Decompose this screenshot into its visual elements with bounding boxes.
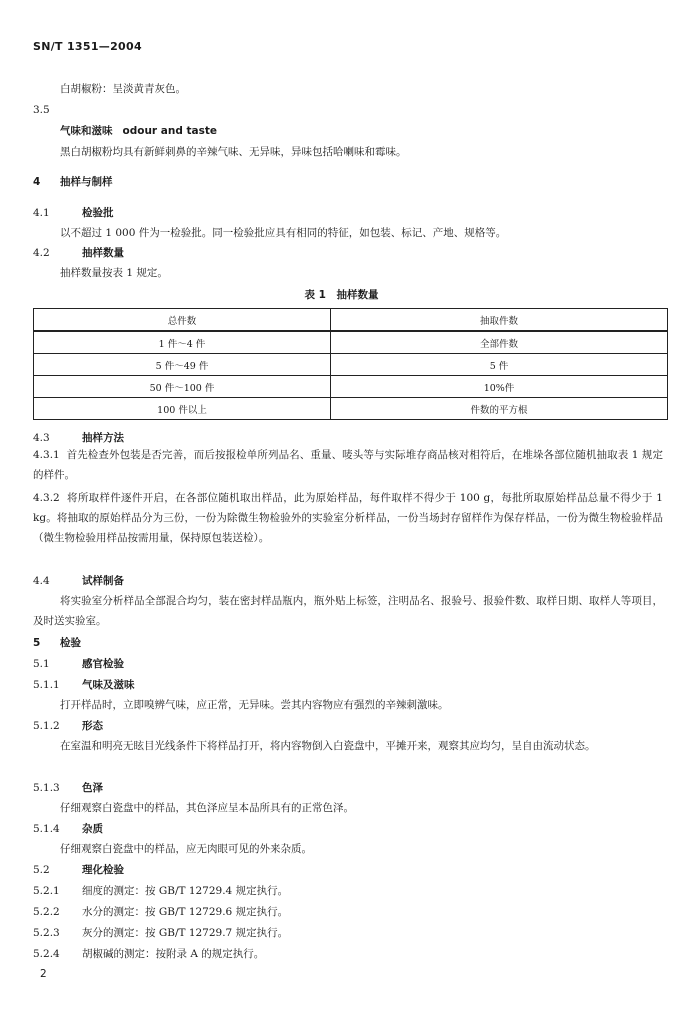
section-5-2-2-number: 5.2.2 [33,906,60,918]
section-4-4-paragraph [33,591,663,631]
section-5-2-4-number: 5.2.4 [33,948,60,960]
section-5-2-1-text: 细度的测定：按 GB/T 12729.4 规定执行。 [82,885,289,897]
section-4-1-number: 4.1 [33,207,50,219]
section-5-1-2-number: 5.1.2 [33,720,60,732]
section-3-5-title-cn: 气味和滋味 [60,125,113,137]
section-5-number: 5 [33,637,41,649]
section-5-2-3-text: 灰分的测定：按 GB/T 12729.7 规定执行。 [82,927,289,939]
section-3-5-text: 黑白胡椒粉均具有新鲜刺鼻的辛辣气味、无异味，异味包括哈喇味和霉味。 [60,146,407,158]
section-3-5-title [60,124,217,138]
table-cell: 全部件数 [331,331,668,354]
table-row [34,354,668,376]
section-5-1-3-text: 仔细观察白瓷盘中的样品，其色泽应呈本品所具有的正常色泽。 [60,802,354,814]
section-5-1-1-title: 气味及滋味 [82,679,135,691]
section-4-2-text: 抽样数量按表 1 规定。 [60,267,168,279]
table-header-row [34,309,668,332]
section-5-2-3-number: 5.2.3 [33,927,60,939]
section-4-title: 抽样与制样 [60,176,113,188]
table-cell: 5 件 [331,354,668,376]
section-3-5-title-en: odour and taste [122,125,217,137]
section-5-1-4-text: 仔细观察白瓷盘中的样品，应无肉眼可见的外来杂质。 [60,843,312,855]
page-number: 2 [40,968,47,980]
table-cell: 1 件～4 件 [34,331,331,354]
section-4-3-2-text: 将所取样件逐件开启，在各部位随机取出样品，此为原始样品，每件取样不得少于 100 g，每批所取原始样品总量不得少于 1 kg。将抽取的原始样品分为三份，一份为除微生物检验外的实验室分析样品，一份当场封存留样作为保存样品，一份为微生物检验样品（微生物检验用样品按需用量，保持原包装送检）。 [33,492,663,544]
table-row [34,331,668,354]
section-5-1-4-number: 5.1.4 [33,823,60,835]
table-cell: 10%件 [331,376,668,398]
section-5-1-1-text: 打开样品时，立即嗅辨气味，应正常，无异味。尝其内容物应有强烈的辛辣刺激味。 [60,699,449,711]
table-cell: 件数的平方根 [331,398,668,420]
table-cell: 50 件～100 件 [34,376,331,398]
section-4-3-title: 抽样方法 [82,432,124,444]
sampling-quantity-table [33,308,668,420]
table-caption: 表 1 抽样数量 [304,289,379,301]
white-pepper-powder-color: 白胡椒粉：呈淡黄青灰色。 [60,83,186,95]
table-header-sampled: 抽取件数 [331,309,668,332]
section-4-3-2-number: 4.3.2 [33,492,60,504]
section-4-2-number: 4.2 [33,247,50,259]
section-4-3-1-text: 首先检查外包装是否完善，而后按报检单所列品名、重量、唛头等与实际堆存商品核对相符后，在堆垛各部位随机抽取表 1 规定的样件。 [33,449,663,481]
section-5-2-number: 5.2 [33,864,50,876]
section-4-3-1-paragraph [33,445,663,485]
section-5-1-2-title: 形态 [82,720,103,732]
section-4-2-title: 抽样数量 [82,247,124,259]
section-4-3-1-number: 4.3.1 [33,449,60,461]
section-5-1-2-paragraph [33,736,663,756]
section-4-3-number: 4.3 [33,432,50,444]
section-5-1-3-title: 色泽 [82,782,103,794]
table-cell: 5 件～49 件 [34,354,331,376]
section-4-1-title: 检验批 [82,207,114,219]
section-5-1-3-number: 5.1.3 [33,782,60,794]
section-5-1-title: 感官检验 [82,658,124,670]
section-4-3-2-paragraph [33,488,663,548]
table-row [34,398,668,420]
section-5-2-title: 理化检验 [82,864,124,876]
section-5-2-1-number: 5.2.1 [33,885,60,897]
section-5-1-2-text: 在室温和明亮无眩目光线条件下将样品打开，将内容物倒入白瓷盘中，平摊开来，观察其应均匀，呈自由流动状态。 [60,740,596,752]
section-4-4-text: 将实验室分析样品全部混合均匀，装在密封样品瓶内，瓶外贴上标签，注明品名、报验号、报验件数、取样日期、取样人等项目，及时送实验室。 [33,595,663,627]
section-4-4-title: 试样制备 [82,575,124,587]
section-4-1-text: 以不超过 1 000 件为一检验批。同一检验批应具有相同的特征，如包装、标记、产地、规格等。 [60,227,507,239]
section-5-1-4-title: 杂质 [82,823,103,835]
section-5-2-2-text: 水分的测定：按 GB/T 12729.6 规定执行。 [82,906,289,918]
section-5-1-number: 5.1 [33,658,50,670]
table-header-total: 总件数 [34,309,331,332]
section-4-4-number: 4.4 [33,575,50,587]
section-5-2-4-text: 胡椒碱的测定：按附录 A 的规定执行。 [82,948,265,960]
section-3-5-number: 3.5 [33,104,50,116]
table-row [34,376,668,398]
section-5-title: 检验 [60,637,81,649]
section-5-1-1-number: 5.1.1 [33,679,60,691]
section-4-number: 4 [33,176,41,188]
table-cell: 100 件以上 [34,398,331,420]
standard-number: SN/T 1351—2004 [33,40,142,53]
